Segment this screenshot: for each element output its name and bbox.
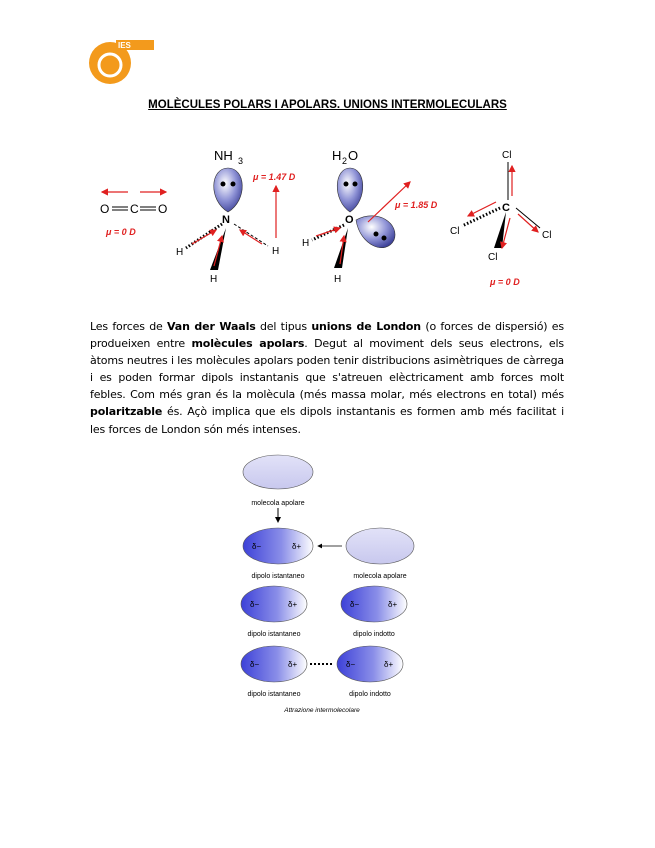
label-row2-right: molecola apolare [353, 573, 407, 580]
london-forces-paragraph: Les forces de Van der Waals del tipus unions de London (o forces de dispersió) es produeixen entre molècules apolars. Degut al moviment dels seus electrons, els àtoms neutres i les molècules apolars poden tenir distribucions asimètriques de càrrega i es poden formar dipols instantanis que s'atreuen elèctricament amb forces molt febles. Com més gran és la molècula (més massa molar, més electrons en total) més polaritzable és. Açò implica que els dipols instantanis es formen amb més facilitat i les forces de London són més intenses. [90, 320, 564, 436]
h2o-formula-h: H [332, 148, 342, 163]
apolar-molecule-top [243, 455, 313, 489]
nh3-atom-h3: H [210, 274, 218, 285]
nh3-atom-h1: H [176, 247, 184, 258]
label-row2-left: dipolo istantaneo [251, 573, 305, 580]
h2o-formula-sub: 2 [342, 156, 348, 166]
nh3-formula: NH [214, 148, 233, 163]
delta-plus-row4b: δ+ [384, 660, 394, 669]
label-row4-left: dipolo istantaneo [247, 691, 301, 698]
nh3-atom-n: N [222, 214, 230, 226]
ccl4-atom-cl-right: Cl [542, 230, 552, 241]
delta-plus-row4: δ+ [288, 660, 298, 669]
delta-minus-row4b: δ− [346, 660, 356, 669]
nh3-atom-h2: H [272, 246, 280, 257]
label-row4-right: dipolo indotto [349, 691, 391, 698]
co2-atom-o-right: O [158, 202, 168, 216]
h2o-atom-h1: H [302, 238, 310, 249]
term-van-der-waals: Van der Waals [167, 320, 256, 333]
delta-minus-row3b: δ− [350, 600, 360, 609]
ccl4-atom-c: C [502, 202, 510, 214]
logo-text: IES [118, 41, 131, 50]
ccl4-molecule [450, 150, 551, 287]
label-apolar-top: molecola apolare [251, 500, 305, 507]
delta-plus-row2: δ+ [292, 542, 302, 551]
term-london: unions de London [311, 320, 421, 333]
h2o-molecule [302, 148, 438, 285]
delta-minus-row3: δ− [250, 600, 260, 609]
h2o-moment: μ = 1.85 D [395, 200, 438, 210]
nh3-formula-sub: 3 [238, 156, 244, 166]
ccl4-atom-cl-top: Cl [502, 150, 512, 161]
co2-atom-o-left: O [100, 202, 110, 216]
nh3-moment: μ = 1.47 D [253, 172, 296, 182]
co2-molecule [100, 192, 167, 237]
ccl4-moment: μ = 0 D [490, 277, 520, 287]
label-row3-left: dipolo istantaneo [247, 631, 301, 638]
co2-atom-c: C [130, 202, 139, 216]
h2o-atom-h2: H [334, 274, 342, 285]
delta-minus-row2: δ− [252, 542, 262, 551]
nh3-molecule [176, 148, 296, 285]
figure-caption: Attrazione intermolecolare [284, 707, 360, 714]
molecule-polarity-figure [88, 140, 578, 300]
delta-plus-row3: δ+ [288, 600, 298, 609]
h2o-atom-o: O [345, 214, 354, 226]
co2-moment: μ = 0 D [106, 227, 136, 237]
school-logo-icon [86, 36, 158, 86]
delta-minus-row4: δ− [250, 660, 260, 669]
term-apolar: molècules apolars [191, 337, 305, 351]
term-polarizable: polaritzable [90, 405, 163, 419]
ccl4-atom-cl-bottom: Cl [488, 252, 498, 263]
h2o-formula-o: O [348, 148, 359, 163]
dipole-induction-figure [230, 448, 430, 723]
ccl4-atom-cl-left: Cl [450, 226, 460, 237]
label-row3-right: dipolo indotto [353, 631, 395, 638]
page-title: MOLÈCULES POLARS I APOLARS. UNIONS INTERMOLECULARS [148, 99, 507, 111]
apolar-molecule-row2 [346, 528, 414, 564]
delta-plus-row3b: δ+ [388, 600, 398, 609]
